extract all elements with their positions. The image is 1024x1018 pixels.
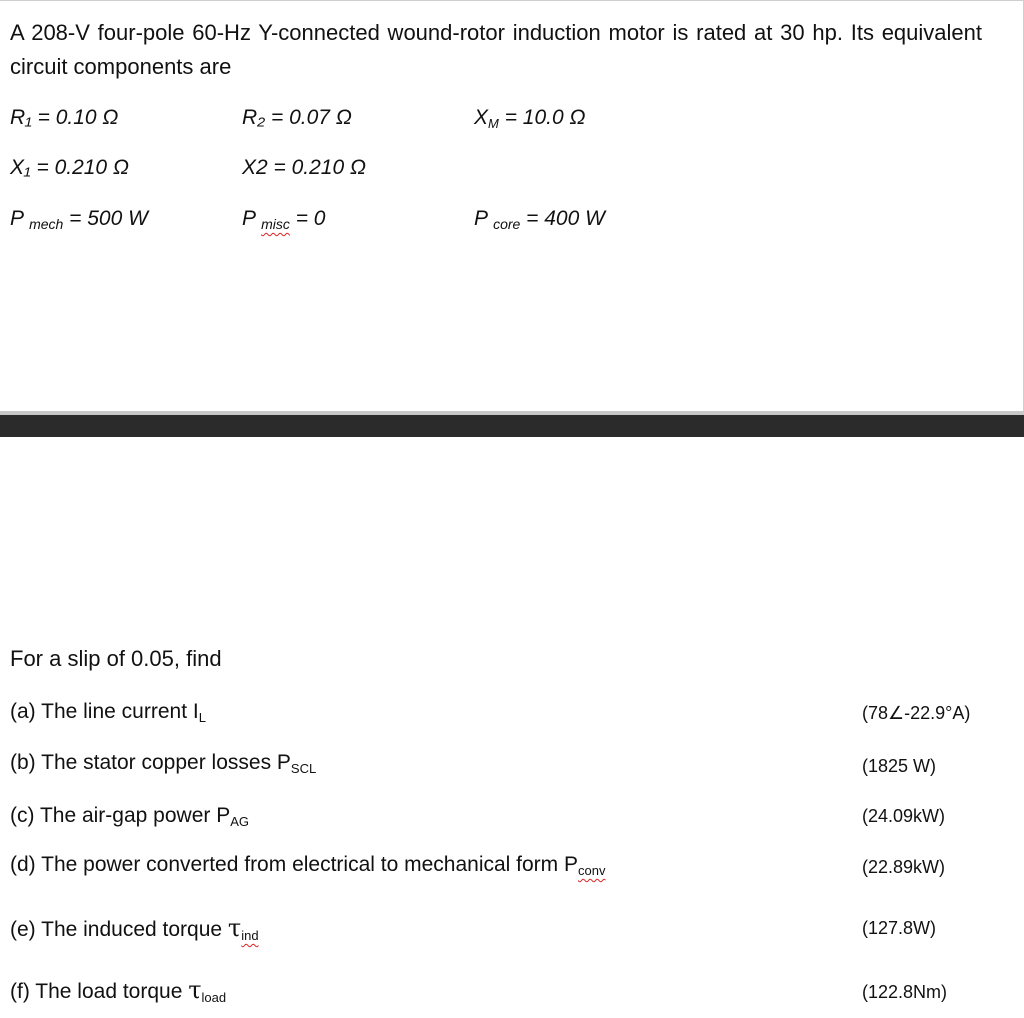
question-f: (f) The load torque $\tau_{load}$ [10, 976, 227, 1005]
answer-d: (22.89kW) [862, 857, 946, 877]
page-break-bar [0, 415, 1024, 437]
question-b: (b) The stator copper losses $P_{SCL}$ [10, 751, 317, 776]
question-e: (e) The induced torque $\tau_{ind}$ [10, 914, 259, 943]
param-pcore: P $_{core}$ = 400 W [474, 207, 605, 232]
problem-statement: A 208-V four-pole 60-Hz Y-connected wound-rotor induction motor is rated at 30 hp. Its equivalent circuit components are [10, 20, 982, 79]
param-x1: X₁ = 0.210 Ω [10, 156, 129, 179]
param-pmech: P $_{mech}$ = 500 W [10, 207, 148, 232]
param-pmisc: P $_{misc}$ = 0 [242, 207, 326, 232]
param-xm: $X_M = 10.0$ Ω [474, 106, 586, 131]
question-a: (a) The line current $I_L$ [10, 700, 206, 725]
param-r2: R₂ = 0.07 Ω [242, 106, 352, 129]
answer-c: (24.09kW) [862, 806, 946, 826]
param-r1: R₁ = 0.10 Ω [10, 106, 119, 129]
answer-f: (122.8Nm) [862, 982, 948, 1002]
answer-a: (78∠-22.9°A) [862, 703, 971, 723]
page-top-border [0, 0, 1024, 1]
answer-e: (127.8W) [862, 918, 937, 938]
questions-lead: For a slip of 0.05, find [10, 646, 222, 671]
param-x2: X2 = 0.210 Ω [242, 156, 366, 179]
question-d: (d) The power converted from electrical to mechanical form $P_{conv}$ [10, 853, 606, 878]
question-c: (c) The air-gap power $P_{AG}$ [10, 804, 249, 829]
answer-b: (1825 W) [862, 756, 937, 776]
